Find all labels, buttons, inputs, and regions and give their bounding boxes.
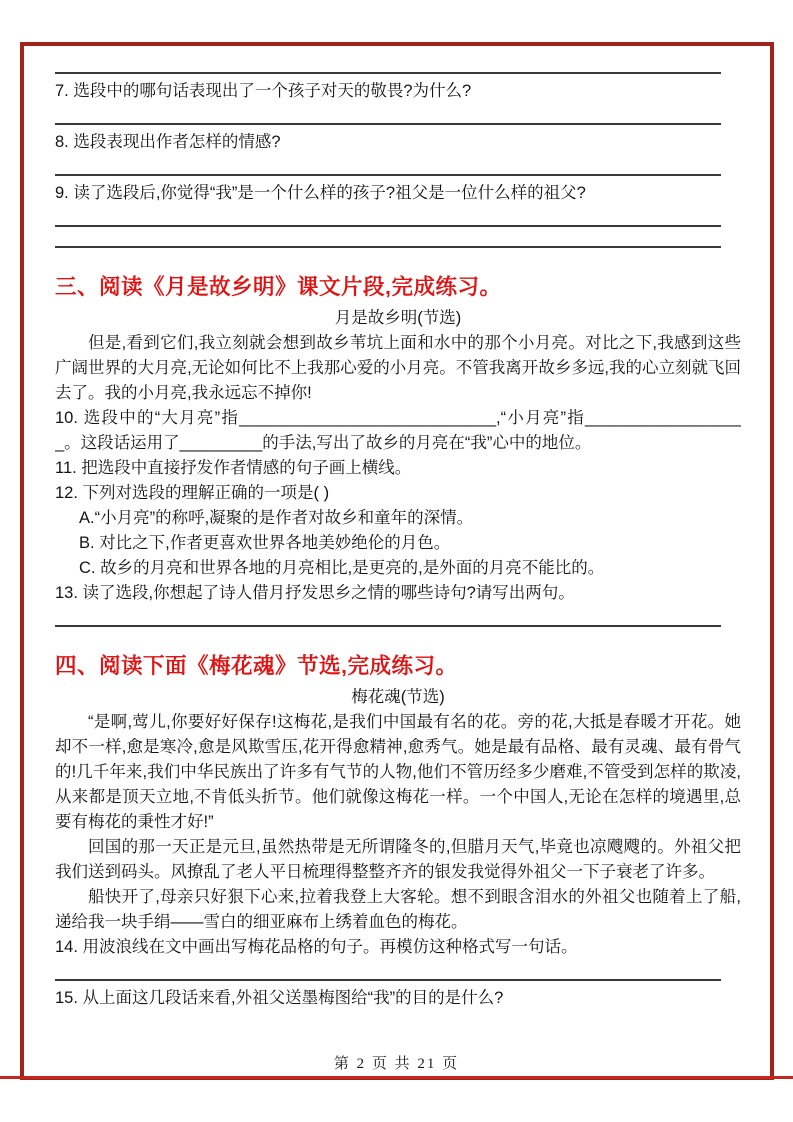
passage-paragraph: “是啊,莺儿,你要好好保存!这梅花,是我们中国最有名的花。旁的花,大抵是春暖才开花。她却不一样,愈是寒冷,愈是风欺雪压,花开得愈精神,愈秀气。她是最有品格、最有灵魂、最有骨气的!几千年来,我们中华民族出了许多有气节的人物,他们不管历经多少磨难,不管受到怎样的欺凌,从来都是顶天立地,不肯低头折节。他们就像这梅花一样。一个中国人,无论在怎样的境遇里,总要有梅花的秉性才好!” — [55, 713, 741, 831]
answer-line — [55, 625, 721, 627]
question-item: 10. 选段中的“大月亮”指____________________________,“小月亮”指__________________。这段话运用了_________的手法,写出了故乡的月亮在“我”心中的地位。 — [55, 409, 741, 452]
option-item: B. 对比之下,作者更喜欢世界各地美妙绝伦的月色。 — [79, 534, 451, 552]
page-footer — [0, 1055, 793, 1074]
passage-paragraph: 但是,看到它们,我立刻就会想到故乡苇坑上面和水中的那个小月亮。对比之下,我感到这些广阔世界的大月亮,无论如何比不上我那心爱的小月亮。不管我离开故乡多远,我的心立刻就飞回去了。我的小月亮,我永远忘不掉你! — [55, 334, 741, 402]
question-item: 12. 下列对选段的理解正确的一项是( ) — [55, 484, 330, 502]
answer-line — [55, 246, 721, 248]
answer-line — [55, 979, 721, 981]
answer-line — [55, 72, 721, 74]
worksheet-content — [55, 53, 741, 1055]
question-item: 8. 选段表现出作者怎样的情感? — [55, 133, 281, 151]
passage-title: 月是故乡明(节选) — [334, 309, 462, 327]
question-item: 9. 读了选段后,你觉得“我”是一个什么样的孩子?祖父是一位什么样的祖父? — [55, 184, 586, 202]
bottom-accent-line — [0, 1076, 793, 1079]
section-heading: 四、阅读下面《梅花魂》节选,完成练习。 — [55, 654, 458, 678]
page-number-text: 第 2 页 共 21 页 — [333, 1056, 460, 1072]
question-item: 7. 选段中的哪句话表现出了一个孩子对天的敬畏?为什么? — [55, 82, 472, 100]
section-heading: 三、阅读《月是故乡明》课文片段,完成练习。 — [55, 275, 502, 299]
question-item: 11. 把选段中直接抒发作者情感的句子画上横线。 — [55, 459, 412, 477]
option-item: C. 故乡的月亮和世界各地的月亮相比,是更亮的,是外面的月亮不能比的。 — [79, 559, 605, 577]
question-item: 15. 从上面这几段话来看,外祖父送墨梅图给“我”的目的是什么? — [55, 989, 504, 1007]
option-item: A.“小月亮”的称呼,凝聚的是作者对故乡和童年的深情。 — [79, 509, 474, 527]
answer-line — [55, 225, 721, 227]
question-item: 14. 用波浪线在文中画出写梅花品格的句子。再模仿这种格式写一句话。 — [55, 938, 578, 956]
answer-line — [55, 174, 721, 176]
question-item: 13. 读了选段,你想起了诗人借月抒发思乡之情的哪些诗句?请写出两句。 — [55, 584, 575, 602]
answer-line — [55, 123, 721, 125]
passage-title: 梅花魂(节选) — [351, 688, 445, 706]
passage-paragraph: 回国的那一天正是元旦,虽然热带是无所谓隆冬的,但腊月天气,毕竟也凉飕飕的。外祖父把我们送到码头。风撩乱了老人平日梳理得整整齐齐的银发我觉得外祖父一下子衰老了许多。 — [55, 838, 741, 881]
passage-paragraph: 船快开了,母亲只好狠下心来,拉着我登上大客轮。想不到眼含泪水的外祖父也随着上了船,递给我一块手绢——雪白的细亚麻布上绣着血色的梅花。 — [55, 888, 741, 931]
